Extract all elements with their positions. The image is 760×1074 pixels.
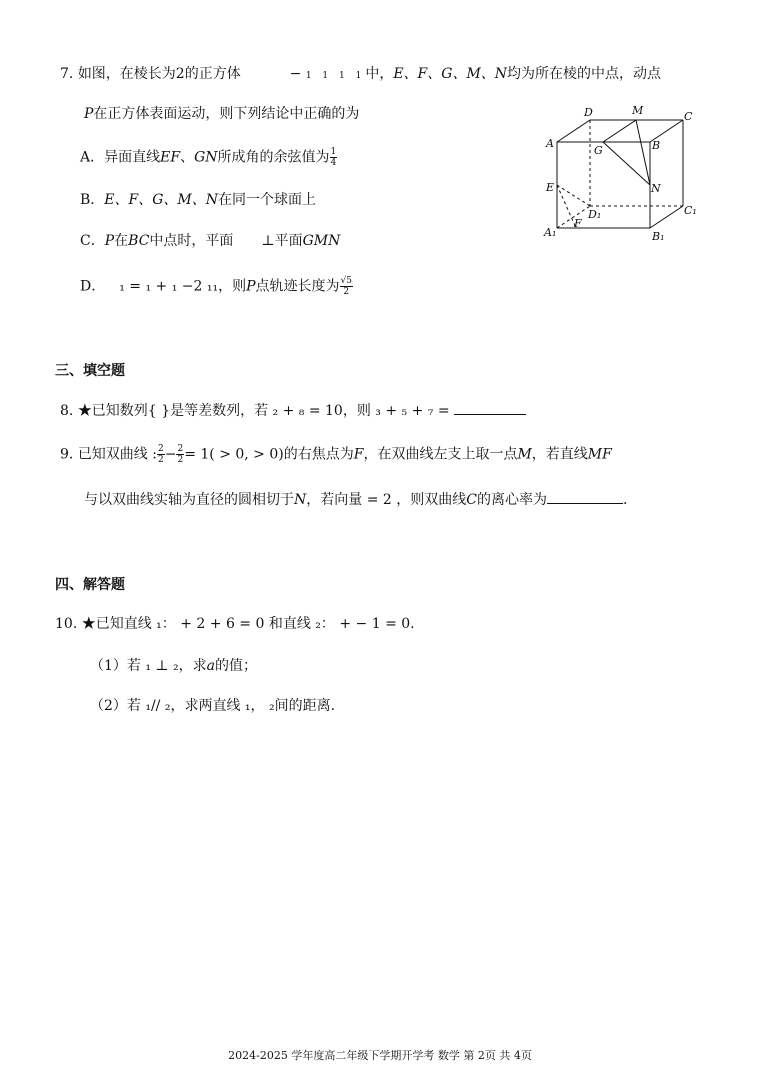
q9-f: F xyxy=(353,446,364,463)
q7-stem-gap: − xyxy=(289,66,302,82)
q7-option-d-p: P xyxy=(246,278,256,295)
q7-option-c-gmn: GMN xyxy=(302,233,341,249)
q7-option-b-points: E、F、G、M、N xyxy=(104,192,218,208)
q9-text-a: 已知双曲线 : xyxy=(77,446,157,463)
q9-number: 9. xyxy=(60,446,74,463)
q9-line2-d: 的离心率为 xyxy=(476,492,547,508)
section-fill-in-title: 三、填空题 xyxy=(55,363,125,379)
q7-option-c-bc: BC xyxy=(128,233,150,249)
q9-minus: − xyxy=(164,446,177,463)
q7-option-b-text: 在同一个球面上 xyxy=(218,192,316,208)
q9-text-c: ，在双曲线左支上取一点 xyxy=(363,446,518,463)
label-A: A xyxy=(546,137,554,150)
q7-option-d-frac-num: √5 xyxy=(340,276,352,286)
q7-number: 7. xyxy=(60,66,74,82)
q9-mf: MF xyxy=(587,446,612,463)
q9-text-d: ，若直线 xyxy=(531,446,588,463)
q9-line2-a: 与以双曲线实轴为直径的圆相切于 xyxy=(84,492,294,508)
q9-text-b: = 1( > 0, > 0)的右焦点为 xyxy=(184,446,354,463)
q7-option-d-prefix: D． xyxy=(80,278,106,295)
q7-option-d-fraction xyxy=(340,276,353,297)
label-C: C xyxy=(684,110,693,123)
label-M: M xyxy=(632,104,644,117)
q9-line2-b: ，若向量 = 2 ，则双曲线 xyxy=(306,492,467,508)
q7-option-d-expr: ₁ = ₁ + ₁ −2 ₁₁，则 xyxy=(119,278,247,295)
label-B: B xyxy=(652,139,661,152)
q9-n: N xyxy=(294,492,307,508)
q7-option-a xyxy=(80,147,337,168)
q10-part1 xyxy=(90,656,257,676)
q7-stem-b: 中， xyxy=(365,66,394,82)
q7-option-c-p: P xyxy=(104,233,115,249)
cube-figure xyxy=(540,100,710,250)
q7-option-a-frac-num: 1 xyxy=(330,147,337,157)
q10-part1-var: a xyxy=(206,658,216,674)
q10-line xyxy=(55,614,415,634)
q7-option-c-prefix: C． xyxy=(80,233,105,249)
q7-stem-a: 如图，在棱长为2的正方体 xyxy=(77,66,241,82)
label-F: F xyxy=(574,217,582,230)
q10-part2 xyxy=(90,696,335,716)
q7-option-a-ef: EF xyxy=(160,149,181,166)
label-D: D xyxy=(584,106,593,119)
q7-stem-subs: 1 1 1 1 xyxy=(305,71,366,81)
q7-option-a-text: 所成角的余弦值为 xyxy=(217,149,330,166)
q7-option-c xyxy=(80,231,340,251)
q7-option-b xyxy=(80,190,316,210)
q9-frac1 xyxy=(157,444,165,465)
q10-number: 10. xyxy=(55,616,78,632)
q7-option-a-gn: GN xyxy=(194,149,218,166)
q7-option-d-text: 点轨迹长度为 xyxy=(255,278,340,295)
q7-stem-line2 xyxy=(84,104,359,124)
q8-number: 8. xyxy=(60,403,74,419)
q7-option-d xyxy=(80,276,353,297)
q9-frac1-den: 2 xyxy=(157,455,164,465)
label-G: G xyxy=(594,144,603,157)
label-C1: C₁ xyxy=(684,204,697,217)
q9-line2 xyxy=(84,489,627,510)
label-B1: B₁ xyxy=(652,230,665,243)
q8-text: ★已知数列{ }是等差数列，若 ₂ + ₈ = 10，则 ₃ + ₅ + ₇ = xyxy=(77,403,450,419)
q8-answer-blank[interactable] xyxy=(454,400,526,415)
q9-frac2-den: 2 xyxy=(177,455,184,465)
page-footer: 2024-2025 学年度高二年级下学期开学考 数学 第 2页 共 4页 xyxy=(228,1049,532,1062)
q7-stem-line2-text: 在正方体表面运动，则下列结论中正确的为 xyxy=(93,106,360,122)
label-D1: D₁ xyxy=(588,208,602,221)
q9-line1 xyxy=(60,444,612,465)
label-N: N xyxy=(651,182,661,195)
q10-part2-text: （2）若 ₁// ₂，求两直线 ₁， ₂间的距离. xyxy=(90,698,336,714)
q10-text: ★已知直线 ₁： + 2 + 6 = 0 和直线 ₂： + − 1 = 0. xyxy=(81,616,415,632)
label-A1: A₁ xyxy=(544,226,557,239)
q7-option-c-text3: ⊥平面 xyxy=(261,233,303,249)
q7-option-c-text1: 在 xyxy=(114,233,129,249)
q9-m: M xyxy=(517,446,532,463)
q9-answer-blank[interactable] xyxy=(547,489,623,504)
q7-option-b-prefix: B． xyxy=(80,192,105,208)
label-E: E xyxy=(546,181,555,194)
q7-option-a-fraction xyxy=(330,147,338,168)
q9-frac1-num: 2 xyxy=(157,444,164,454)
q10-part1-a: （1）若 ₁ ⊥ ₂，求 xyxy=(90,658,207,674)
section-solution-title: 四、解答题 xyxy=(55,577,125,593)
q7-option-d-frac-den: 2 xyxy=(343,287,350,297)
q7-stem-line1 xyxy=(60,64,661,86)
q7-stem-points: E、F、G、M、N xyxy=(393,66,508,82)
q7-p-var: P xyxy=(84,106,94,122)
q10-part1-b: 的值； xyxy=(215,658,258,674)
q9-period: . xyxy=(622,492,628,508)
q8-line xyxy=(60,400,526,421)
q7-option-a-frac-den: 4 xyxy=(330,158,337,168)
q7-stem-d: 均为所在棱的中点，动点 xyxy=(507,66,662,82)
q9-frac2-num: 2 xyxy=(177,444,184,454)
q9-c: C xyxy=(466,492,477,508)
q7-option-a-sep: 、 xyxy=(180,149,195,166)
q7-option-a-prefix: A．异面直线 xyxy=(80,149,161,166)
q7-option-c-text2: 中点时，平面 xyxy=(149,233,234,249)
